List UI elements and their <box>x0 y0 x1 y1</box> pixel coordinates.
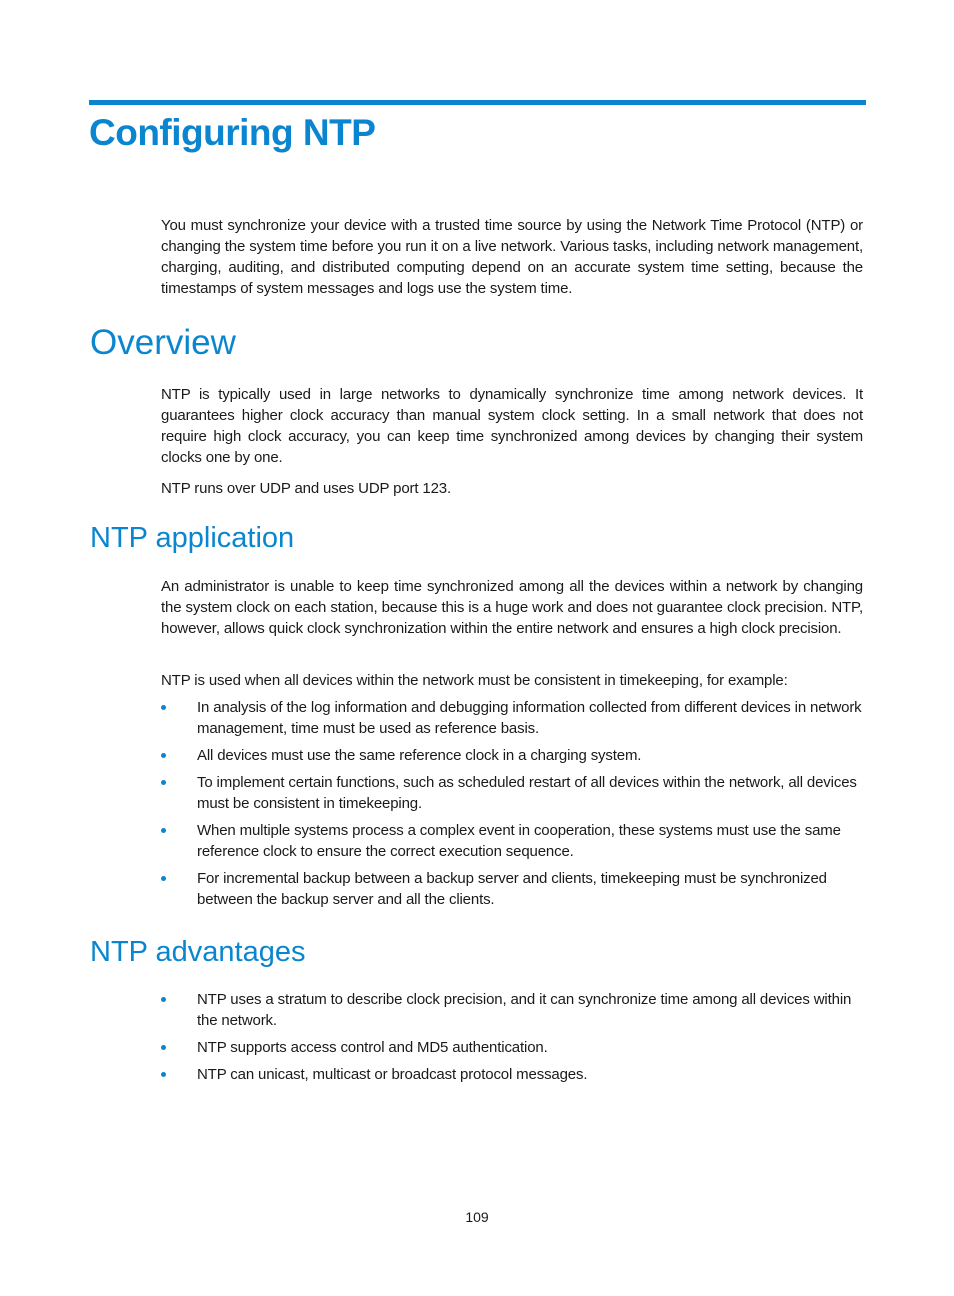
list-item-text: NTP can unicast, multicast or broadcast protocol messages. <box>197 1066 588 1083</box>
bullet-dot-icon <box>161 1072 166 1077</box>
overview-paragraph-2: NTP runs over UDP and uses UDP port 123. <box>161 480 451 497</box>
ntp-application-paragraph-1: An administrator is unable to keep time synchronized among all the devices within a network by changing the system clock on each station, because this is a huge work and does not guarantee clock precision. NTP, however, allows quick clock synchronization within the entire network and ensures a high clock precision. <box>161 578 863 637</box>
list-item-text: NTP supports access control and MD5 authentication. <box>197 1039 548 1056</box>
chapter-intro-paragraph: You must synchronize your device with a trusted time source by using the Network Time Protocol (NTP) or changing the system time before you run it on a live network. Various tasks, including network management, charging, auditing, and distributed computing depend on an accurate system time setting, because the timestamps of system messages and logs use the system time. <box>161 217 863 297</box>
ntp-application-bullet-list <box>161 697 863 916</box>
ntp-advantages-bullet-list <box>161 989 863 1091</box>
chapter-top-rule <box>89 100 866 105</box>
chapter-title: Configuring NTP <box>89 112 376 153</box>
list-item-text: NTP uses a stratum to describe clock precision, and it can synchronize time among all devices within the network. <box>197 991 852 1029</box>
list-item <box>161 745 863 766</box>
list-item <box>161 697 863 739</box>
list-item-text: For incremental backup between a backup server and clients, timekeeping must be synchronized between the backup server and all the clients. <box>197 870 827 908</box>
overview-paragraph-1: NTP is typically used in large networks to dynamically synchronize time among network devices. It guarantees higher clock accuracy than manual system clock setting. In a small network that does not require high clock accuracy, you can keep time synchronized among devices by changing their system clocks one by one. <box>161 386 863 466</box>
page-number: 109 <box>465 1209 489 1225</box>
bullet-dot-icon <box>161 753 166 758</box>
list-item <box>161 1037 863 1058</box>
bullet-dot-icon <box>161 828 166 833</box>
overview-heading: Overview <box>90 323 236 362</box>
list-item <box>161 820 863 862</box>
ntp-advantages-heading: NTP advantages <box>90 936 306 968</box>
bullet-dot-icon <box>161 1045 166 1050</box>
ntp-application-paragraph-2: NTP is used when all devices within the network must be consistent in timekeeping, for example: <box>161 672 788 689</box>
list-item <box>161 989 863 1031</box>
bullet-dot-icon <box>161 997 166 1002</box>
ntp-application-heading: NTP application <box>90 522 295 554</box>
list-item <box>161 772 863 814</box>
list-item-text: To implement certain functions, such as scheduled restart of all devices within the network, all devices must be consistent in timekeeping. <box>197 774 857 812</box>
list-item <box>161 1064 863 1085</box>
list-item-text: In analysis of the log information and debugging information collected from different devices in network management, time must be used as reference basis. <box>197 699 862 737</box>
bullet-dot-icon <box>161 780 166 785</box>
bullet-dot-icon <box>161 876 166 881</box>
list-item-text: All devices must use the same reference clock in a charging system. <box>197 747 642 764</box>
list-item-text: When multiple systems process a complex event in cooperation, these systems must use the same reference clock to ensure the correct execution sequence. <box>197 822 841 860</box>
bullet-dot-icon <box>161 705 166 710</box>
list-item <box>161 868 863 910</box>
